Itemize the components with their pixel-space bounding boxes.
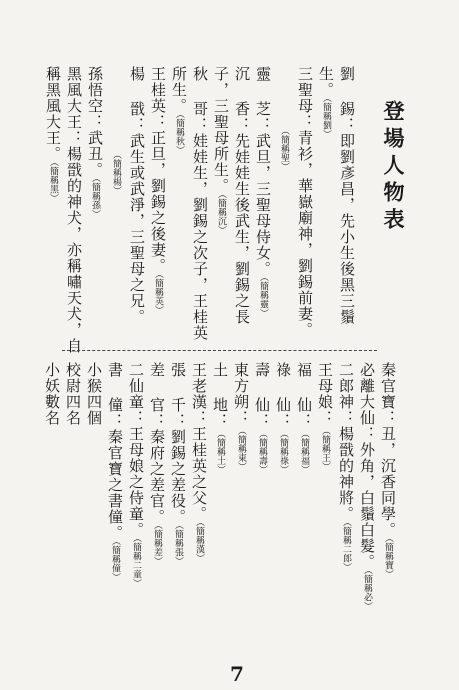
entry-xiaowei: 校尉四名 xyxy=(64,362,82,426)
entry-erlangshen: 二郎神：楊戩的神將。（簡稱二郎） xyxy=(337,362,355,572)
entry-bili-daxian: 必離大仙：外角，白鬚白髮。（簡稱必） xyxy=(358,362,376,611)
entry-qiuge: 秋 哥：娃娃生，劉錫之次子，王桂英 xyxy=(191,66,209,341)
entry-chenxiang: 沉 香：先娃娃生後武生，劉錫之長 xyxy=(233,66,251,325)
entry-xiaoyao: 小妖數名 xyxy=(43,362,61,426)
entry-chenxiang-cont: 子，三聖母所生。（簡稱沉） xyxy=(212,66,230,235)
page-number: 7 xyxy=(230,662,244,686)
entry-lingzhi: 靈 芝：武旦，三聖母侍女。（簡稱靈） xyxy=(254,66,272,318)
entry-sanshengmu-cont: （簡稱聖） xyxy=(279,126,289,171)
entry-xiaohou: 小猴四個 xyxy=(85,362,103,426)
entry-wangmuniang: 王母娘：（簡稱王） xyxy=(316,362,334,471)
entry-qinguanbao: 秦官寶：丑，沉香同學。（簡稱寶） xyxy=(379,362,397,579)
entry-shouxian: 壽 仙：（簡稱壽） xyxy=(253,362,271,474)
entry-chaiguan: 差 官：秦府之差官。（簡稱差） xyxy=(148,362,166,566)
section-divider xyxy=(62,350,377,351)
entry-liu: 劉 錫：即劉彥昌，先小生後黑三鬚 xyxy=(338,66,356,325)
entry-fuxian: 福 仙：（簡稱福） xyxy=(295,362,313,474)
page-title: 登場人物表 xyxy=(381,100,406,235)
entry-wangguiying: 王桂英：正旦，劉錫之後妻。（簡稱英） xyxy=(149,66,167,315)
entry-yangjian: 楊 戩：武生或武淨，三聖母之兄。 xyxy=(128,66,146,325)
entry-qiuge-cont: 所生。（簡稱秋） xyxy=(170,66,188,155)
entry-sanshengmu: 三聖母：青衫，華嶽廟神，劉錫前妻。 xyxy=(296,66,314,338)
entry-wanglaohan: 王老漢：王桂英之父。（簡稱漢） xyxy=(190,362,208,563)
entry-erxiantong: 二仙童：王母娘之侍童。（簡稱二童） xyxy=(127,362,145,588)
entry-tudi: 土 地：（簡稱土） xyxy=(211,362,229,474)
entry-heifeng: 黑風大王：楊戩的神犬，亦稱嘯天犬，自 xyxy=(65,66,83,354)
entry-shutong: 書 僮：秦官寶之書僮。（簡稱僮） xyxy=(106,362,124,582)
entry-dongfangshuo: 東方朔：（簡稱東） xyxy=(232,362,250,471)
entry-zhangqian: 張 千：劉錫之差役。（簡稱張） xyxy=(169,362,187,566)
entry-sunwukong: 孫悟空：武丑。（簡稱孫） xyxy=(86,66,104,219)
entry-liu-cont: 生。（簡稱劉） xyxy=(317,66,335,139)
entry-luxian: 祿 仙：（簡稱祿） xyxy=(274,362,292,474)
entry-yangjian-cont: （簡稱楊） xyxy=(111,150,121,195)
entry-heifeng-cont: 稱黑風大王。（簡稱黑） xyxy=(44,66,62,203)
